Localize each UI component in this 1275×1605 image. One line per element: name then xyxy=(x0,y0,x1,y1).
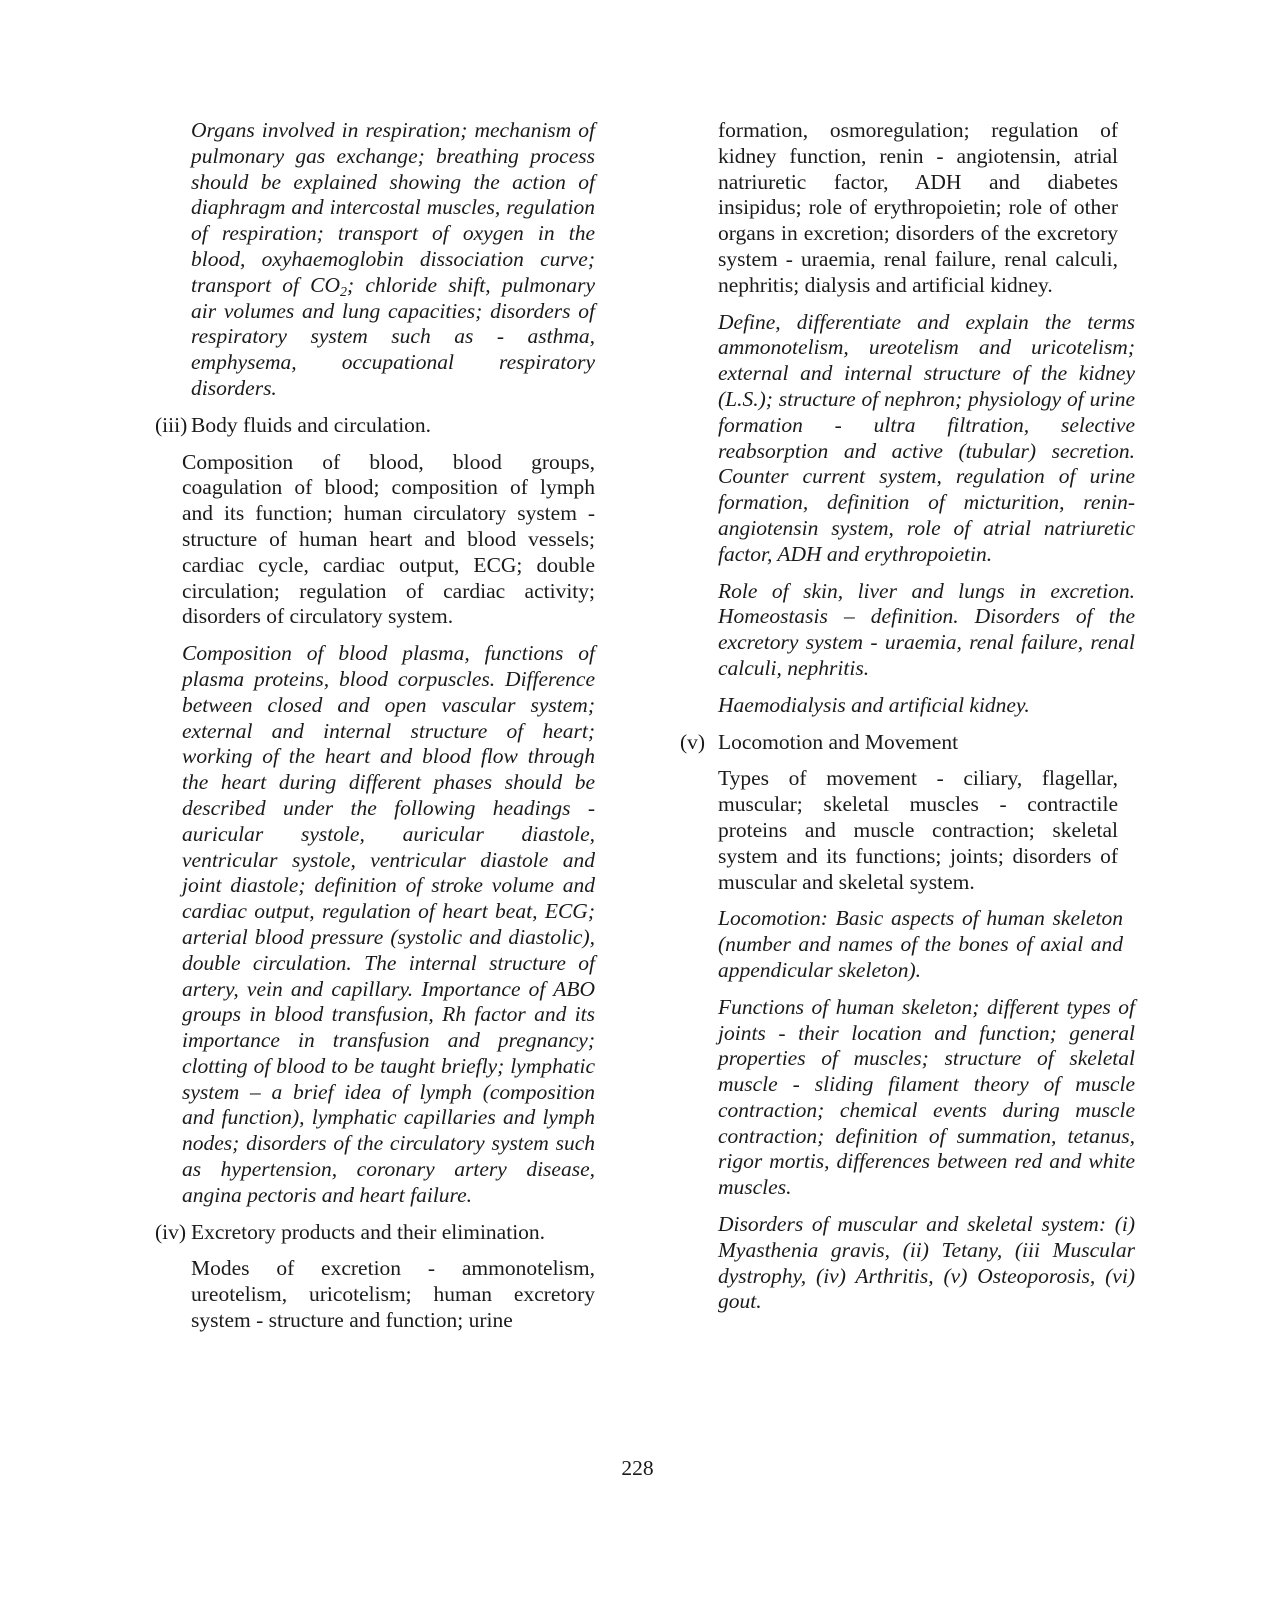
section-number: (v) xyxy=(680,729,706,754)
section-heading-iii xyxy=(155,413,595,439)
locomotion-syllabus-paragraph: Types of movement - ciliary, flagellar, muscular; skeletal muscles - contractile proteins and muscle contraction; skeletal system and its functions; joints; disorders of muscular and skeletal system. xyxy=(718,766,1118,894)
section-heading-v xyxy=(680,730,1135,756)
section-title: Excretory products and their elimination. xyxy=(191,1219,546,1244)
circulation-detail-paragraph: Composition of blood plasma, functions of plasma proteins, blood corpuscles. Difference between closed and open vascular system; external and internal structure of heart; working of the heart and blood flow through the heart during different phases should be described under the following headings - auricular systole, auricular diastole, ventricular systole, ventricular diastole and joint diastole; definition of stroke volume and cardiac output, regulation of heart beat, ECG; arterial blood pressure (systolic and diastolic), double circulation. The internal structure of artery, vein and capillary. Importance of ABO groups in blood transfusion, Rh factor and its importance in transfusion and pregnancy; clotting of blood to be taught briefly; lymphatic system – a brief idea of lymph (composition and function), lymphatic capillaries and lymph nodes; disorders of the circulatory system such as hypertension, coronary artery disease, angina pectoris and heart failure. xyxy=(182,641,595,1207)
excretion-detail-paragraph: Define, differentiate and explain the terms ammonotelism, ureotelism and uricotelism; external and internal structure of the kidney (L.S.); structure of nephron; physiology of urine formation - ultra filtration, selective reabsorption and active (tubular) secretion. Counter current system, regulation of urine formation, definition of micturition, renin-angiotensin system, role of atrial natriuretic factor, ADH and erythropoietin. xyxy=(718,309,1135,566)
section-title: Body fluids and circulation. xyxy=(191,412,432,437)
section-title: Locomotion and Movement xyxy=(718,729,959,754)
section-number: (iii) xyxy=(155,412,188,437)
disorders-paragraph: Disorders of muscular and skeletal system: (i) Myasthenia gravis, (ii) Tetany, (iii Muscular dystrophy, (iv) Arthritis, (v) Osteoporosis, (vi) gout. xyxy=(718,1212,1135,1314)
circulation-syllabus-paragraph: Composition of blood, blood groups, coagulation of blood; composition of lymph and its function; human circulatory system - structure of human heart and blood vessels; cardiac cycle, cardiac output, ECG; double circulation; regulation of cardiac activity; disorders of circulatory system. xyxy=(182,449,595,629)
excretion-syllabus-paragraph: Modes of excretion - ammonotelism, ureotelism, uricotelism; human excretory system - structure and function; urine xyxy=(191,1256,595,1333)
section-heading-iv xyxy=(155,1220,595,1246)
right-column xyxy=(680,118,1135,1315)
haemodialysis-paragraph: Haemodialysis and artificial kidney. xyxy=(718,692,1030,717)
excretion-continued-paragraph: formation, osmoregulation; regulation of kidney function, renin - angiotensin, atrial natriuretic factor, ADH and diabetes insipidus; role of erythropoietin; role of other organs in excretion; disorders of the excretory system - uraemia, renal failure, renal calculi, nephritis; dialysis and artificial kidney. xyxy=(718,118,1118,297)
excretion-organs-paragraph: Role of skin, liver and lungs in excretion. Homeostasis – definition. Disorders of the excretory system - uraemia, renal failure, renal calculi, nephritis. xyxy=(718,578,1135,680)
respiration-detail-paragraph: Organs involved in respiration; mechanism of pulmonary gas exchange; breathing process should be explained showing the action of diaphragm and intercostal muscles, regulation of respiration; transport of oxygen in the blood, oxyhaemoglobin dissociation curve; transport of $CO_2$; chloride shift, pulmonary air volumes and lung capacities; disorders of respiratory system such as - asthma, emphysema, occupational respiratory disorders. xyxy=(191,118,595,400)
left-column xyxy=(155,118,595,1334)
locomotion-detail-paragraph: Locomotion: Basic aspects of human skeleton (number and names of the bones of axial and appendicular skeleton). xyxy=(718,906,1123,982)
page-number: 228 xyxy=(621,1456,654,1480)
skeleton-functions-paragraph: Functions of human skeleton; different types of joints - their location and function; general properties of muscles; structure of skeletal muscle - sliding filament theory of muscle contraction; chemical events during muscle contraction; definition of summation, tetanus, rigor mortis, differences between red and white muscles. xyxy=(718,994,1135,1200)
section-number: (iv) xyxy=(155,1219,187,1244)
